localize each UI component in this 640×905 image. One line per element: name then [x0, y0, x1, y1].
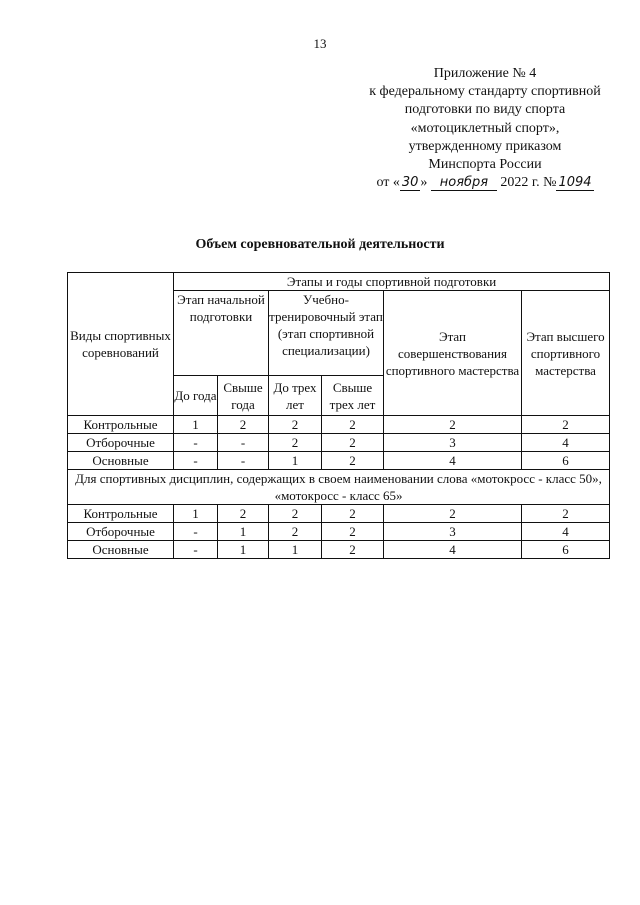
document-title: Объем соревновательной деятельности: [195, 237, 445, 252]
cell: 1: [174, 505, 218, 523]
cell: 2: [218, 416, 269, 434]
cell: -: [174, 523, 218, 541]
cell: 3: [384, 523, 522, 541]
cell: 2: [269, 523, 322, 541]
date-prefix: от «: [376, 175, 400, 191]
subheader-initial-1: До года: [174, 376, 218, 416]
cell: 4: [522, 434, 610, 452]
cell: 2: [522, 505, 610, 523]
page-number: 13: [313, 36, 327, 51]
cell: -: [174, 434, 218, 452]
order-date-line: [345, 174, 625, 192]
cell: 2: [322, 541, 384, 559]
cell: 6: [522, 452, 610, 470]
table-row: [68, 505, 610, 523]
cell: 4: [384, 541, 522, 559]
competition-volume-table: [67, 272, 610, 559]
cell: 2: [218, 505, 269, 523]
row-kind: Контрольные: [68, 505, 174, 523]
cell: 1: [218, 541, 269, 559]
cell: 2: [384, 416, 522, 434]
appendix-line-2: к федеральному стандарту спортивной: [369, 84, 601, 100]
cell: 2: [322, 434, 384, 452]
cell: 1: [218, 523, 269, 541]
row-kind: Контрольные: [68, 416, 174, 434]
appendix-line-6: Минспорта России: [428, 157, 542, 173]
header-stage-initial: Этап начальной подготовки: [174, 291, 269, 376]
row-kind: Основные: [68, 541, 174, 559]
header-stage-improvement: Этап совершенствования спортивного мастерства: [384, 291, 522, 416]
header-stage-training: Учебно-тренировочный этап (этап спортивной специализации): [269, 291, 384, 376]
cell: 4: [522, 523, 610, 541]
year-text: 2022 г. №: [500, 175, 557, 191]
cell: -: [218, 434, 269, 452]
cell: 4: [384, 452, 522, 470]
header-kinds: Виды спортивных соревнований: [68, 273, 174, 416]
table-row: [68, 434, 610, 452]
cell: 2: [269, 434, 322, 452]
subheader-training-1: До трех лет: [269, 376, 322, 416]
row-kind: Отборочные: [68, 434, 174, 452]
cell: -: [174, 452, 218, 470]
table-note-row: [68, 470, 610, 505]
handwritten-order-number: 1094: [558, 175, 592, 191]
date-mid: »: [420, 175, 428, 191]
appendix-line-4: «мотоциклетный спорт»,: [410, 120, 560, 136]
appendix-header: [345, 65, 625, 192]
cell: -: [218, 452, 269, 470]
cell: 2: [269, 505, 322, 523]
cell: 2: [322, 523, 384, 541]
cell: 2: [322, 452, 384, 470]
subheader-initial-2: Свыше года: [218, 376, 269, 416]
cell: 1: [269, 452, 322, 470]
cell: -: [174, 541, 218, 559]
handwritten-day: 30: [401, 175, 419, 191]
appendix-line-5: утвержденному приказом: [408, 138, 562, 154]
table-row: [68, 541, 610, 559]
handwritten-month: ноября: [431, 175, 497, 191]
header-stage-higher: Этап высшего спортивного мастерства: [522, 291, 610, 416]
header-stages: Этапы и годы спортивной подготовки: [174, 273, 610, 291]
cell: 2: [522, 416, 610, 434]
table-row: [68, 523, 610, 541]
row-kind: Основные: [68, 452, 174, 470]
cell: 1: [269, 541, 322, 559]
appendix-line-1: Приложение № 4: [433, 66, 537, 81]
cell: 2: [322, 505, 384, 523]
cell: 2: [269, 416, 322, 434]
table-row: [68, 416, 610, 434]
appendix-line-3: подготовки по виду спорта: [404, 102, 566, 118]
table-row: [68, 452, 610, 470]
cell: 2: [322, 416, 384, 434]
cell: 1: [174, 416, 218, 434]
table-note: Для спортивных дисциплин, содержащих в своем наименовании слова «мотокросс - класс 50», «мотокросс - класс 65»: [68, 470, 610, 505]
row-kind: Отборочные: [68, 523, 174, 541]
cell: 3: [384, 434, 522, 452]
subheader-training-2: Свыше трех лет: [322, 376, 384, 416]
cell: 6: [522, 541, 610, 559]
cell: 2: [384, 505, 522, 523]
